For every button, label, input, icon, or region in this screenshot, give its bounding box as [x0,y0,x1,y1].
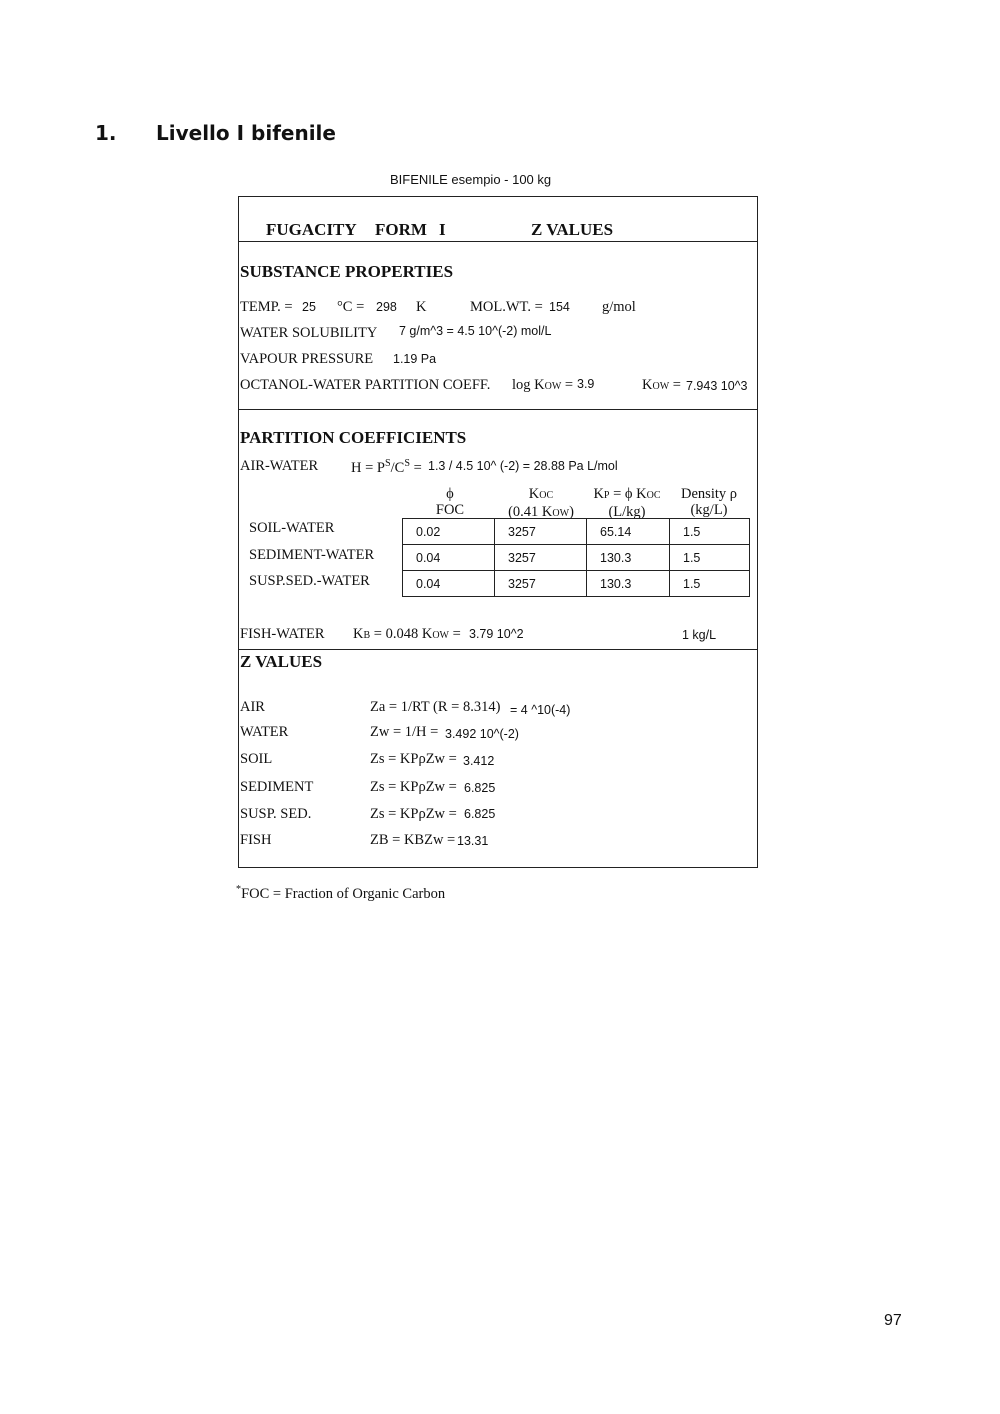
z-formula-fish: ZB = KBZw = [370,832,456,848]
col-header-koc: KOC (0.41 KOW) [508,486,574,520]
substance-heading: SUBSTANCE PROPERTIES [240,262,454,281]
form-title-roman: I [439,220,446,239]
substance-divider [238,409,758,410]
row-label-sediment-water: SEDIMENT-WATER [249,547,375,563]
z-formula-susp-sed: Zs = KPρZw = [370,806,457,822]
partition-heading: PARTITION COEFFICIENTS [240,428,467,447]
z-value-air: = 4 ^10(-4) [510,703,571,717]
title-divider [238,241,758,242]
cell-koc: 3257 [495,545,587,571]
row-label-soil-water: SOIL-WATER [249,520,335,536]
fish-water-label: FISH-WATER [240,626,325,642]
z-label-air: AIR [240,699,265,715]
partition-divider [238,649,758,650]
vapour-label: VAPOUR PRESSURE [240,351,374,367]
h-formula: $H = P^S/C^S$ = [351,458,422,476]
z-formula-soil: Zs = KPρZw = [370,751,457,767]
cell-kp: 130.3 [587,545,670,571]
cell-density: 1.5 [670,545,750,571]
temp-label: TEMP. = [240,299,293,315]
col-header-foc: ϕ FOC [435,486,465,518]
col-header-kp: KP = ϕ KOC (L/kg) [593,486,661,520]
cell-koc: 3257 [495,519,587,545]
cell-kp: 65.14 [587,519,670,545]
z-label-sediment: SEDIMENT [240,779,314,795]
footnote [236,884,445,903]
kelvin-label: K [416,299,427,315]
solubility-label: WATER SOLUBILITY [240,325,378,341]
z-value-susp-sed: 6.825 [464,807,496,821]
molwt-unit: g/mol [602,299,636,315]
figure-caption: BIFENILE esempio - 100 kg [390,172,552,187]
airwater-label: AIR-WATER [240,458,319,474]
table-row [403,571,750,597]
molwt-label: MOL.WT. = [470,299,543,315]
cell-foc: 0.04 [403,545,495,571]
fish-formula: KB = 0.048 KOW = [353,626,461,642]
z-formula-water: Zw = 1/H = [370,724,439,740]
z-formula-sediment: Zs = KPρZw = [370,779,457,795]
celsius-label: °C = [337,299,365,315]
table-row [403,545,750,571]
temp-c-value: 25 [302,300,316,314]
log-kow-value: 3.9 [577,377,595,391]
temp-k-value: 298 [376,300,397,314]
section-title: Livello I bifenile [156,121,336,145]
z-formula-air: Za = 1/RT (R = 8.314) [370,699,501,715]
zvalues-heading: Z VALUES [240,652,323,671]
z-value-sediment: 6.825 [464,781,496,795]
z-value-soil: 3.412 [463,754,495,768]
partition-table [402,518,750,597]
table-row [403,519,750,545]
cell-density: 1.5 [670,519,750,545]
fish-density: 1 kg/L [682,628,717,642]
z-value-fish: 13.31 [457,834,489,848]
cell-foc: 0.04 [403,571,495,597]
form-title-fugacity: FUGACITY [266,220,357,239]
form-title-form: FORM [375,220,427,239]
section-number: 1. [95,121,117,145]
cell-foc: 0.02 [403,519,495,545]
row-label-susp-sed-water: SUSP.SED.-WATER [249,573,370,589]
z-label-fish: FISH [240,832,272,848]
z-label-soil: SOIL [240,751,273,767]
log-kow: log KOW = [512,377,574,393]
octanol-label: OCTANOL-WATER PARTITION COEFF. [240,377,491,393]
molwt-value: 154 [549,300,570,314]
kow-value: 7.943 10^3 [686,379,748,393]
fish-value: 3.79 10^2 [469,627,524,641]
col-header-density: Density ρ (kg/L) [681,486,737,518]
h-value: 1.3 / 4.5 10^ (-2) = 28.88 Pa L/mol [428,459,618,473]
cell-koc: 3257 [495,571,587,597]
form-title-zvalues: Z VALUES [531,220,614,239]
z-value-water: 3.492 10^(-2) [445,727,519,741]
footnote-text: FOC = Fraction of Organic Carbon [241,885,446,902]
solubility-value: 7 g/m^3 = 4.5 10^(-2) mol/L [399,324,552,338]
footnote-mark: * [236,884,242,895]
kow: KOW = [642,377,681,393]
cell-kp: 130.3 [587,571,670,597]
z-label-susp-sed: SUSP. SED. [240,806,312,822]
page-number: 97 [884,1312,902,1329]
vapour-value: 1.19 Pa [393,352,437,366]
z-label-water: WATER [240,724,289,740]
cell-density: 1.5 [670,571,750,597]
